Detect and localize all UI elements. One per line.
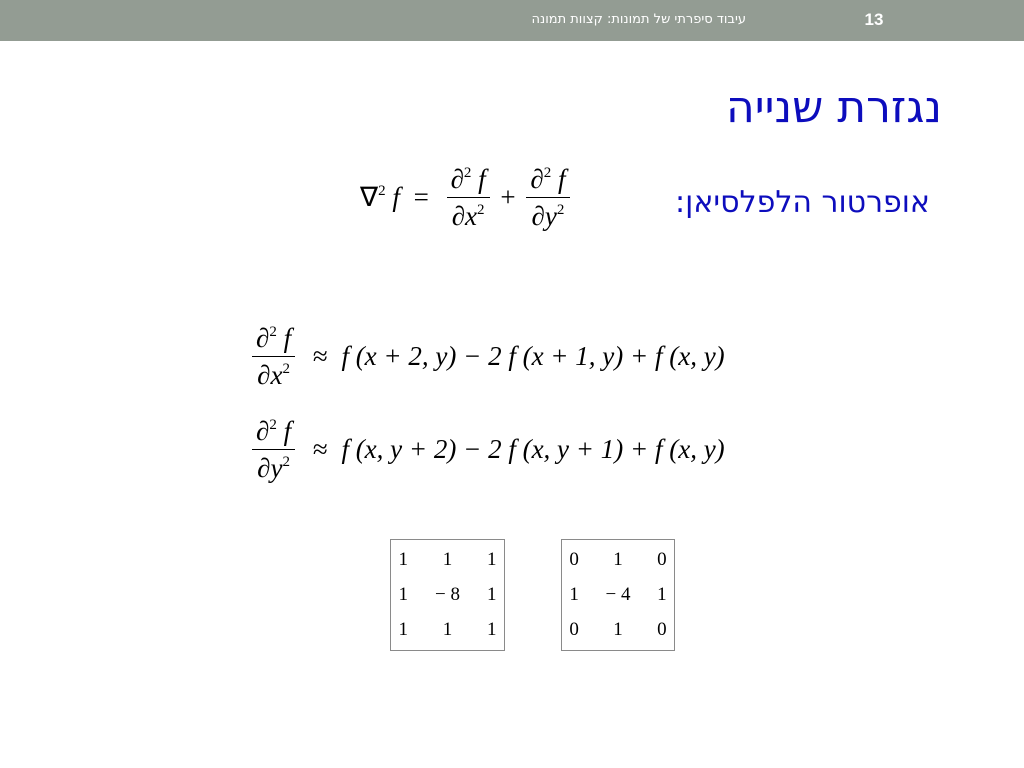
kernel-cell: 1 xyxy=(487,548,497,570)
kernel-cell: 1 xyxy=(569,583,579,605)
d2f-dx2-fraction: $\frac{\partial^2 f}{\partial x^2}$ xyxy=(447,164,490,231)
kernel-cell: 0 xyxy=(657,548,667,570)
kernel-cell: − 4 xyxy=(605,583,631,605)
equals-sign: = xyxy=(413,182,429,212)
kernel-cell: 1 xyxy=(398,618,408,640)
kernel-cell: 1 xyxy=(398,548,408,570)
kernel-cell: 1 xyxy=(398,583,408,605)
laplacian-equation xyxy=(360,164,574,231)
kernel-cell: 1 xyxy=(442,548,453,570)
dxx-approximation xyxy=(248,323,725,390)
dyy-fraction: $\frac{\partial^2 f}{\partial y^2}$ xyxy=(252,416,295,483)
slide-number: 13 xyxy=(864,10,884,29)
kernel-cell: 1 xyxy=(657,583,667,605)
laplacian-label: אופרטור הלפלסיאן: xyxy=(675,185,930,220)
kernel-cell: 1 xyxy=(613,618,623,640)
dxx-fraction: $\frac{\partial^2 f}{\partial x^2}$ xyxy=(252,323,295,390)
dxx-rhs: f (x + 2, y) − 2 f (x + 1, y) + f (x, y) xyxy=(341,341,725,371)
footer-text: עיבוד סיפרתי של תמונות: קצוות תמונה xyxy=(531,12,746,27)
approx-sign: ≈ xyxy=(312,434,328,464)
kernel-cell: 1 xyxy=(487,583,497,605)
laplacian-kernel-4 xyxy=(561,539,675,651)
kernel-cell: 1 xyxy=(442,618,453,640)
kernel-cell: 1 xyxy=(487,618,497,640)
slide-title: נגזרת שנייה xyxy=(726,82,942,133)
approx-sign: ≈ xyxy=(312,341,328,371)
kernel-cell: 1 xyxy=(613,548,623,570)
header-bar xyxy=(0,0,1024,41)
plus-sign: + xyxy=(500,182,516,212)
laplacian-lhs: ∇$^2$ f xyxy=(360,182,400,212)
kernel-cell: − 8 xyxy=(435,583,460,605)
dyy-rhs: f (x, y + 2) − 2 f (x, y + 1) + f (x, y) xyxy=(341,434,725,464)
kernel-cell: 0 xyxy=(657,618,667,640)
dyy-approximation xyxy=(248,416,725,483)
kernel-cell: 0 xyxy=(569,618,579,640)
kernel-cell: 0 xyxy=(569,548,579,570)
laplacian-kernel-8 xyxy=(390,539,505,651)
d2f-dy2-fraction: $\frac{\partial^2 f}{\partial y^2}$ xyxy=(526,164,569,231)
